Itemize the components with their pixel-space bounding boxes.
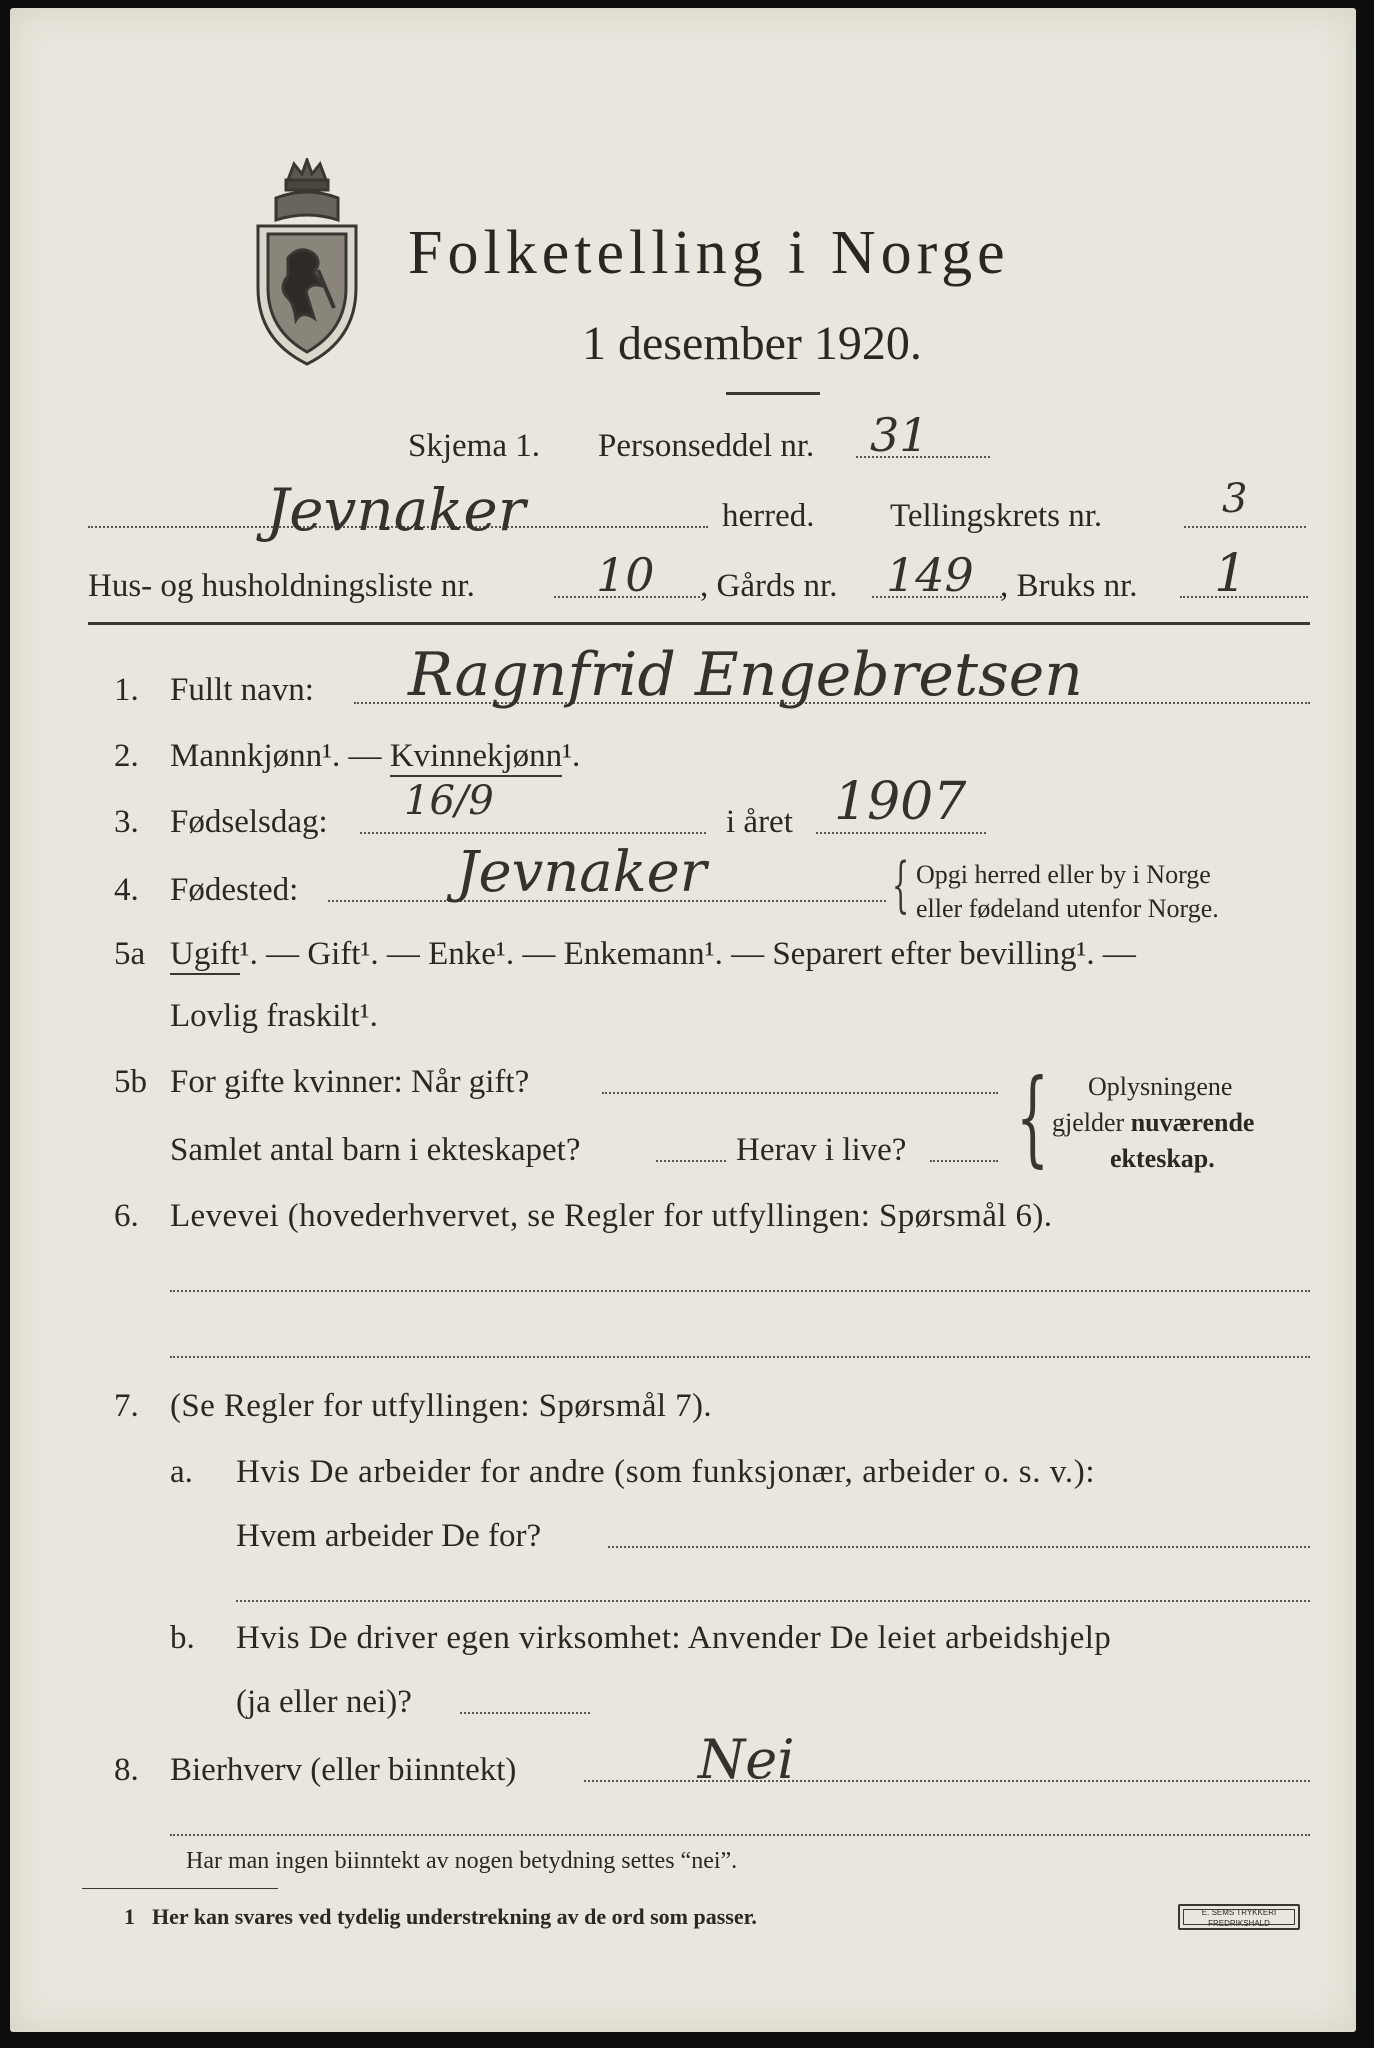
q7a-letter: a. xyxy=(170,1454,193,1490)
census-date: 1 desember 1920. xyxy=(582,317,922,370)
q8-number: 8. xyxy=(114,1752,139,1788)
q6-line2 xyxy=(170,1356,1310,1358)
q3-birth-year-value: 1907 xyxy=(834,772,967,832)
q4-label: Fødested: xyxy=(170,872,299,908)
q6-line1 xyxy=(170,1290,1310,1292)
q2-number: 2. xyxy=(114,738,139,774)
q8-line xyxy=(584,1780,1310,1782)
q2-option-male: Mannkjønn¹. — xyxy=(170,738,390,774)
husholdningsliste-label: Hus- og husholdningsliste nr. xyxy=(88,568,475,604)
q7-label: (Se Regler for utfyllingen: Spørsmål 7). xyxy=(170,1388,713,1424)
tellingskrets-line xyxy=(1184,526,1306,528)
q7b-line2: (ja eller nei)? xyxy=(236,1684,412,1720)
herred-value: Jevnaker xyxy=(266,476,526,544)
personseddel-label: Personseddel nr. xyxy=(598,428,815,464)
form-title: Folketelling i Norge xyxy=(408,219,1010,287)
q3-year-line xyxy=(816,832,986,834)
q7b-line1: Hvis De driver egen virksomhet: Anvender De leiet arbeidshjelp xyxy=(236,1620,1112,1656)
q5b-children-line xyxy=(656,1160,726,1162)
tellingskrets-label: Tellingskrets nr. xyxy=(890,498,1103,534)
q1-number: 1. xyxy=(114,672,139,708)
title-divider xyxy=(726,392,820,395)
footnote-rule xyxy=(82,1888,278,1889)
q1-label: Fullt navn: xyxy=(170,672,314,708)
q8-label: Bierhverv (eller biinntekt) xyxy=(170,1752,517,1788)
q3-day-line xyxy=(360,832,706,834)
husholdningsliste-value: 10 xyxy=(596,548,655,602)
q7b-letter: b. xyxy=(170,1620,195,1656)
q6-number: 6. xyxy=(114,1198,139,1234)
q5a-number: 5a xyxy=(114,936,146,972)
printer-stamp-line1: E. SEMS TRYKKERI xyxy=(1201,1908,1277,1917)
q4-brace: { xyxy=(892,850,910,920)
q2-gender-options xyxy=(170,738,580,775)
q5a-options-rest: ¹. — Gift¹. — Enke¹. — Enkemann¹. — Separert efter bevilling¹. — xyxy=(239,936,1136,972)
q4-note-line1: Opgi herred eller by i Norge xyxy=(916,860,1211,889)
printer-stamp xyxy=(1178,1904,1300,1930)
q2-option-suffix: ¹. xyxy=(562,738,581,774)
bruks-value: 1 xyxy=(1214,544,1248,604)
printer-stamp-line2: FREDRIKSHALD xyxy=(1208,1919,1270,1928)
q5b-note-line2-b: nuværende xyxy=(1130,1108,1255,1137)
q3-year-label: i året xyxy=(726,804,793,840)
footnote-text: Her kan svares ved tydelig understrekning av de ord som passer. xyxy=(152,1904,757,1929)
q6-label: Levevei (hovederhvervet, se Regler for utfyllingen: Spørsmål 6). xyxy=(170,1198,1053,1234)
schema-label: Skjema 1. xyxy=(408,428,540,464)
census-form-page xyxy=(10,8,1356,2032)
gards-label: , Gårds nr. xyxy=(700,568,838,604)
q2-option-female: Kvinnekjønn xyxy=(390,738,562,777)
footer-note: Har man ingen biinntekt av nogen betydning settes “nei”. xyxy=(186,1848,738,1874)
q5a-option-fraskilt: Lovlig fraskilt¹. xyxy=(170,998,378,1034)
footnote-mark: 1 xyxy=(124,1904,135,1929)
q5a-option-ugift: Ugift xyxy=(170,936,240,975)
gards-value: 149 xyxy=(886,548,974,602)
q7a-line2: Hvem arbeider De for? xyxy=(236,1518,542,1554)
q7-number: 7. xyxy=(114,1388,139,1424)
q4-birthplace-value: Jevnaker xyxy=(456,840,707,905)
q5a-marital-options xyxy=(170,936,1136,973)
header-rule xyxy=(88,622,1310,625)
q3-label: Fødselsdag: xyxy=(170,804,328,840)
q7a-extra-line xyxy=(236,1600,1310,1602)
q5b-brace: { xyxy=(1016,1056,1050,1178)
q5b-note-line2 xyxy=(1052,1108,1254,1138)
q5b-note-line2-a: gjelder xyxy=(1052,1108,1131,1137)
q4-number: 4. xyxy=(114,872,139,908)
q5b-alive-line xyxy=(930,1160,998,1162)
q7b-line xyxy=(460,1712,590,1714)
q5b-note-line1: Oplysningene xyxy=(1088,1072,1233,1101)
q1-value-full-name: Ragnfrid Engebretsen xyxy=(408,640,1083,710)
q5b-note-line3: ekteskap. xyxy=(1110,1144,1215,1173)
q5b-alive-label: Herav i live? xyxy=(736,1132,907,1168)
q4-note-line2: eller fødeland utenfor Norge. xyxy=(916,894,1219,923)
q5b-when-married-line xyxy=(602,1092,998,1094)
q8-value: Nei xyxy=(698,1728,795,1791)
personseddel-value: 31 xyxy=(870,408,929,462)
q5b-line1: For gifte kvinner: Når gift? xyxy=(170,1064,530,1100)
norwegian-coat-of-arms-icon xyxy=(248,158,366,368)
herred-label: herred. xyxy=(722,498,815,534)
q3-number: 3. xyxy=(114,804,139,840)
q5b-children-label: Samlet antal barn i ekteskapet? xyxy=(170,1132,581,1168)
q8-extra-line xyxy=(170,1834,1310,1836)
q7a-employer-line xyxy=(608,1546,1310,1548)
q5b-number: 5b xyxy=(114,1064,147,1100)
tellingskrets-value: 3 xyxy=(1222,476,1248,522)
q7a-line1: Hvis De arbeider for andre (som funksjonær, arbeider o. s. v.): xyxy=(236,1454,1096,1490)
bruks-label: , Bruks nr. xyxy=(1000,568,1138,604)
q3-birth-date-value: 16/9 xyxy=(404,778,494,824)
